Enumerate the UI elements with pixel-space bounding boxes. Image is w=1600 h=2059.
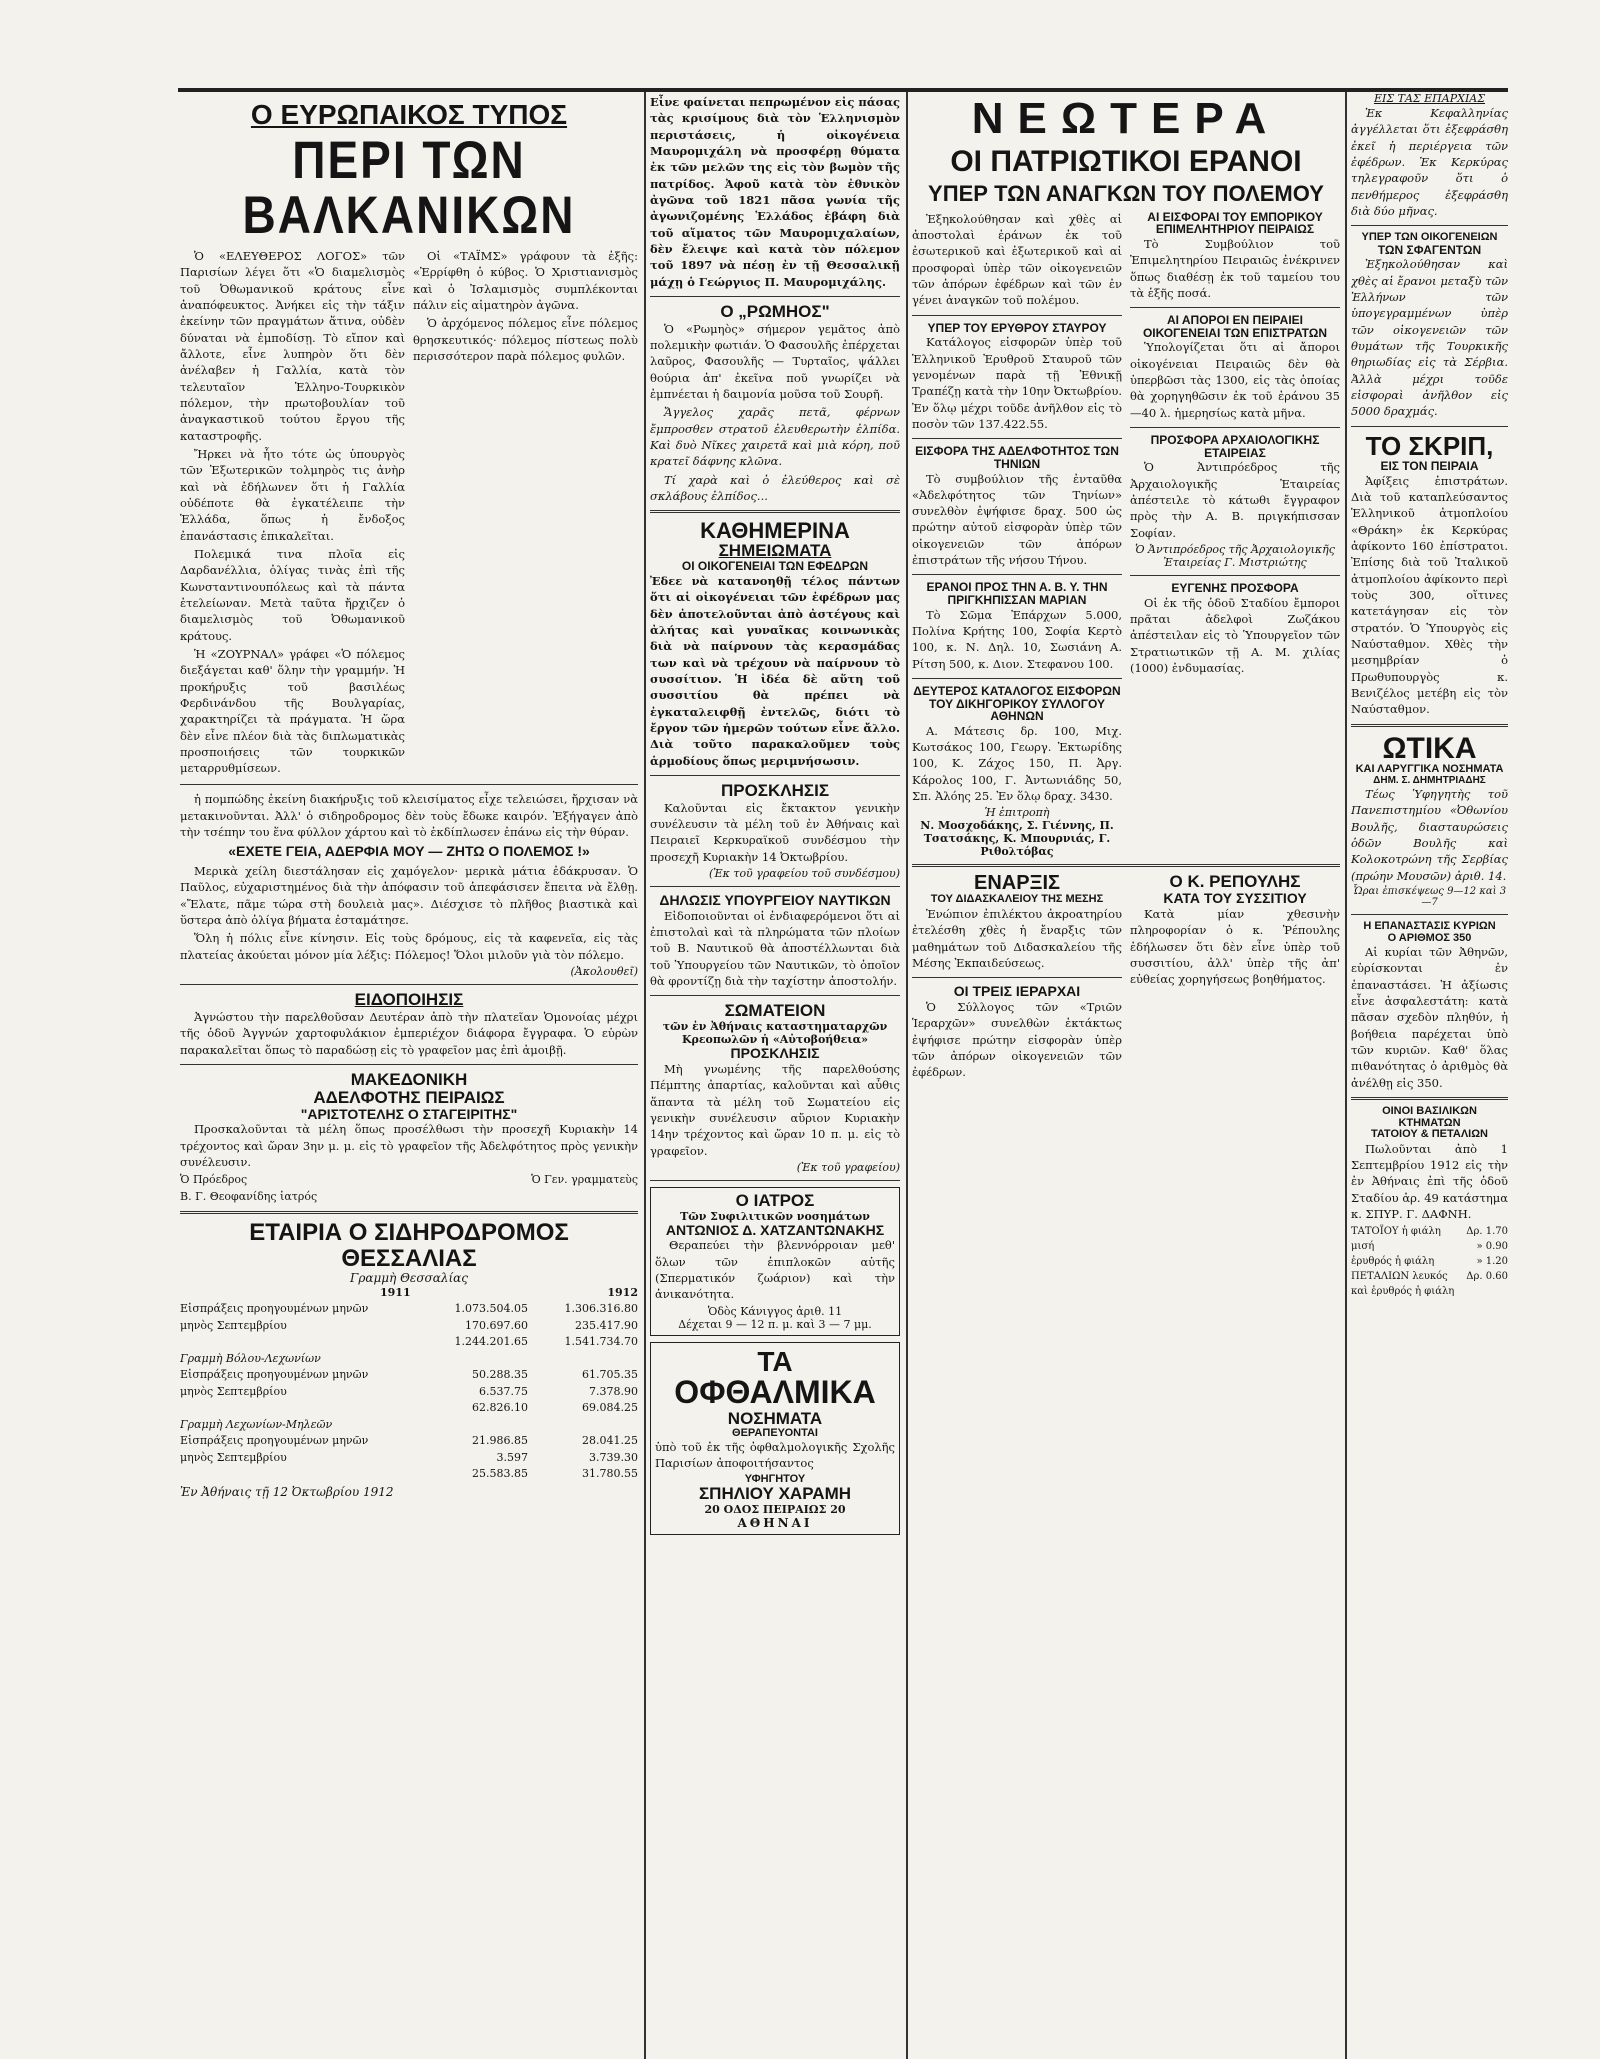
row-label: Εἰσπράξεις προηγουμένων μηνῶν (180, 1368, 369, 1382)
scrip-subtitle: ΕΙΣ ΤΟΝ ΠΕΙΡΑΙΑ (1380, 459, 1479, 474)
eye-title: ΟΦΘΑΛΜΙΚΑ (674, 1374, 876, 1411)
romios-title: Ο „ΡΩΜΗΟΣ" (720, 301, 830, 321)
railway-title: ΕΤΑΙΡΙΑ Ο ΣΙΔΗΡΟΔΡΟΜΟΣ ΘΕΣΣΑΛΙΑΣ (249, 1219, 569, 1272)
eye-subtitle: ΘΕΡΑΠΕΥΟΝΤΑΙ (732, 1426, 818, 1439)
column-right (1351, 92, 1508, 2059)
lead-paragraph: Εἶνε φαίνεται πεπρωμένον εἰς πάσας τὰς κρισίμους διὰ τὸν Ἑλληνισμὸν περιστάσεις, ἡ οἰκογένεια Μαυρομιχάλη νὰ προσφέρῃ θύματα ἐκ τῶν μελῶν της εἰς τὸν βωμὸν τῆς πατρίδος. Ἀφοῦ κατὰ τὸν ἐθνικὸν ἀγῶνα τοῦ 1821 πᾶσα γωνία τῆς ἀγωνιζομένης Ἑλλάδος ἐβάφη διὰ τοῦ αἵματος τῶν Μαυρομιχαλαίων, δὲν ἔλειψε καὶ κατὰ τὸν πόλεμον τοῦ 1897 νὰ πέσῃ ἐν τῇ Θεσσαλικῇ μάχῃ ὁ Γεώργιος Π. Μαυρομιχάλης. (650, 95, 900, 289)
doctor-subtitle: Τῶν Συφιλιτικῶν νοσημάτων (680, 1209, 870, 1223)
table-row (180, 1367, 638, 1384)
tinos-text: Τὸ συμβούλιον τῆς ἐνταῦθα «Ἀδελφότητος τῶν Τηνίων» συνελθὸν ἐψήφισε δραχ. 500 ὡς πρώτην αὐτοῦ εἰσφορὰν ὑπὲρ τῶν οἰκογενειῶν τῶν ἀπόρων ἐπιστράτων τῆς νήσου Τήνου. (912, 471, 1122, 568)
doctor-text: Θεραπεύει τὴν βλεννόρροιαν μεθ' ὅλων τῶν ἐπιπλοκῶν αὐτῆς (Σπερματικόν ζωάριον) καὶ τὴν ἀνικανότητα. (655, 1238, 895, 1302)
families-text: Ἐξηκολούθησαν καὶ χθὲς αἱ ἔρανοι μεταξὺ τῶν Ἐλλήνων τῶν ὑπογεγραμμένων ὑπὲρ τῶν οἰκογενειῶν τῶν θυμάτων τῆς Τουρκικῆς θηριωδίας εἰς τὰ Σέρβια. Ἀλλὰ μέχρι τοῦδε εἰσφοραὶ ἀνῆλθον εἰς 5000 δραχμάς. (1351, 257, 1508, 419)
signature: Ὁ Πρόεδρος (180, 1173, 248, 1187)
piraeus-text: Τὸ Συμβούλιον τοῦ Ἐπιμελητηρίου Πειραιῶς ἐνέκρινεν ὅπως διαθέσῃ ἐκ τοῦ ταμείου του τὰ ἑξῆς ποσά. (1130, 236, 1340, 300)
archaeological-title: ΠΡΟΣΦΟΡΑ ΑΡΧΑΙΟΛΟΓΙΚΗΣ ΕΤΑΙΡΕΙΑΣ (1150, 433, 1320, 460)
doctor-title: Ο ΙΑΤΡΟΣ (735, 1190, 815, 1210)
column-middle-right (912, 92, 1340, 2059)
value-1911: 25.583.85 (472, 1467, 528, 1481)
society-text: Προσκαλοῦνται τὰ μέλη ὅπως προσέλθωσι τὴν προσεχῆ Κυριακὴν 14 τρέχοντος καὶ ὥραν 3ην μ. μ. εἰς τὸ γραφεῖον τῆς Ἀδελφότητος πρὸς γενικὴν συνέλευσιν. (180, 1122, 638, 1169)
price-value: Δρ. 1.70 (1466, 1226, 1508, 1238)
table-row (180, 1433, 638, 1450)
union-head: ΠΡΟΣΚΛΗΣΙΣ (730, 1045, 820, 1062)
romios-end: Τί χαρὰ καὶ ὁ ἐλεύθερος καὶ σὲ σκλάβους ἐλπίδος... (650, 472, 900, 504)
value-1912: 235.417.90 (575, 1318, 638, 1332)
eye-city: ΑΘΗΝΑΙ (737, 1516, 813, 1531)
table-row (180, 1450, 638, 1467)
archaeological-text: Ὁ Ἀντιπρόεδρος τῆς Ἀρχαιολογικῆς Ἐταιρείας ἀπέστειλε τὸ κάτωθι ἔγγραφον πρὸς τὴν Α. Β. πριγκήπισσαν Σοφίαν. (1130, 460, 1340, 540)
society-title: ΜΑΚΕΔΟΝΙΚΗ (350, 1069, 468, 1089)
eye-text: ὑπὸ τοῦ ἐκ τῆς ὀφθαλμολογικῆς Σχολῆς Παρισίων ἀποφοιτήσαντος (655, 1440, 895, 1471)
value-1912 (528, 1351, 638, 1368)
story-paragraph: ἡ πομπώδης ἐκείνη διακήρυξις τοῦ κλεισίματος εἶχε τελειώσει, ἤρχισαν νὰ μετακινοῦνται. Ἀλλ' ὁ σιδηροδρομος δὲν τοὺς ἔδωκε καιρόν. Ἐξήγαγεν ἀπὸ τὴν τσέπην του ἕνα φύλλον χάρτου καὶ τὸ ἐκδίπλωσεν ἐπάνω εἰς τὴν θύραν. (180, 792, 638, 840)
ear-doctor: ΔΗΜ. Σ. ΔΗΜΗΤΡΙΑΔΗΣ (1373, 774, 1486, 786)
invite-text: Καλοῦνται εἰς ἔκτακτον γενικὴν συνέλευσιν τὰ μέλη τοῦ ἐν Ἀθήναις καὶ Πειραιεῖ Κερκυραϊκοῦ συνδέσμου τὴν προσεχῆ Κυριακὴν 14 Ὀκτωβρίου. (650, 800, 900, 864)
society-title: ΑΔΕΛΦΟΤΗΣ ΠΕΙΡΑΙΩΣ (313, 1087, 505, 1107)
romios-text: Ὁ «Ρωμηὸς» σήμερον γεμᾶτος ἀπὸ πολεμικὴν φωτιάν. Ὁ Φασουλῆς ἐπέρχεται λαῦρος, Φασουλῆς — Τυρταῖος, ψάλλει θούρια ἀπ' ἐκεῖνα ποῦ γνωρίζει νὰ ἐμπνέεται ἡ δαιμονία μοῦσα τοῦ Σουρῆ. (650, 321, 900, 402)
price-label: ἐρυθρός ἡ φιάλη (1351, 1256, 1435, 1268)
column-divider (1345, 92, 1347, 2059)
marian-text: Τὸ Σῶμα Ἐπάρχων 5.000, Πολίνα Κρήτης 100, Σοφία Κερτὸ 100, κ. Ν. Δηλ. 10, Σωσιάνη Α. Ρίτση 500, κ. Διον. Στεφανου 100. (912, 607, 1122, 671)
row-label (180, 1400, 418, 1417)
noble-title: ΕΥΓΕΝΗΣ ΠΡΟΣΦΟΡΑ (1171, 580, 1299, 595)
price-label: ΠΕΤΑΛΙΩΝ λευκός καὶ ἐρυθρός ἡ φιάλη (1351, 1271, 1455, 1298)
value-1911: 1.244.201.65 (454, 1335, 528, 1349)
section-pretitle: Ο ΕΥΡΩΠΑΙΚΟΣ ΤΥΠΟΣ (250, 99, 568, 130)
scrip-text: Ἀφίξεις ἐπιστράτων. Διὰ τοῦ καταπλεύσαντος Ἑλληνικοῦ ἀτμοπλοίου «Θράκη» ἐκ Κερκύρας ἀφίκοντο 160 ἐπίστρατοι. Ἐπίσης διὰ τοῦ Ἰταλικοῦ ἀτμοπλοίου ἀφίκοντο περὶ τοὺς 300, οἵτινες κατετάγησαν εἰς τὸν στρατόν. Ὁ Ὑπουργὸς εἰς Ναύσταθμον. Χθὲς τὴν μεσημβρίαν ὁ Πρωθυπουργὸς κ. Βενιζέλος μετέβη εἰς τὸν Ναύσταθμον. (1351, 473, 1508, 717)
romios-verse: Ἄγγελος χαρᾶς πετᾶ, φέρνων ἔμπροσθεν στρατοῦ ἐλευθερωτὴν ἐλπίδα. Καὶ δυὸ Νῖκες χαιρετᾶ καὶ μιὰ κόρη, ποῦ κρατεῖ δάφνης κλῶνα. (650, 405, 900, 469)
value-1911 (418, 1351, 528, 1368)
article-paragraph: Ὁ ἀρχόμενος πόλεμος εἶνε πόλεμος θρησκευτικός· πόλεμος πίστεως πολὺ περισσότερον παρὰ πόλεμος φυλῶν. (413, 316, 638, 363)
provinces-text: Ἐκ Κεφαλληνίας ἀγγέλλεται ὅτι ἐξεφράσθη ἐκεῖ ἡ περιέργεια τῶν ἐφέδρων. Ἐκ Κερκύρας τηλεγραφοῦν ὅτι ὁ πενθήμερος ἐξεφράσθη διὰ δύο μῆνας. (1351, 106, 1508, 218)
price-label: ΤΑΤΟΪΟΥ ἡ φιάλη (1351, 1226, 1441, 1238)
repoulis-title: Ο Κ. ΡΕΠΟΥΛΗΣ (1169, 872, 1301, 892)
year-label: 1912 (607, 1285, 638, 1299)
union-note: (Ἐκ τοῦ γραφείου) (796, 1160, 900, 1174)
lawyers-title: ΔΕΥΤΕΡΟΣ ΚΑΤΑΛΟΓΟΣ ΕΙΣΦΟΡΩΝ ΤΟΥ ΔΙΚΗΓΟΡΙΚΟΥ ΣΥΛΛΟΓΟΥ ΑΘΗΝΩΝ (913, 683, 1121, 724)
signature: Β. Γ. Θεοφανίδης ἰατρός (180, 1189, 318, 1203)
red-cross-title: ΥΠΕΡ ΤΟΥ ΕΡΥΘΡΟΥ ΣΤΑΥΡΟΥ (927, 320, 1107, 335)
table-row (180, 1351, 638, 1368)
repoulis-subtitle: ΚΑΤΑ ΤΟΥ ΣΥΣΣΙΤΙΟΥ (1163, 890, 1307, 907)
value-1911: 1.073.504.05 (454, 1302, 528, 1316)
tinos-title: ΕΙΣΦΟΡΑ ΤΗΣ ΑΔΕΛΦΟΤΗΤΟΣ ΤΩΝ ΤΗΝΙΩΝ (915, 444, 1119, 471)
eye-title: ΤΑ (757, 1345, 793, 1377)
union-subtitle: τῶν ἐν Ἀθήναις καταστηματαρχῶν Κρεοπωλῶν ἡ «Αὐτοβοήθεια» (662, 1020, 888, 1047)
notices-title: ΕΙΔΟΠΟΙΗΣΙΣ (354, 990, 464, 1010)
row-label (180, 1466, 418, 1483)
value-1911 (418, 1417, 528, 1434)
story-banner: «ΕΧΕΤΕ ΓΕΙΑ, ΑΔΕΡΦΙΑ ΜΟΥ — ΖΗΤΩ Ο ΠΟΛΕΜΟΣ !» (228, 843, 590, 860)
row-label (180, 1334, 418, 1351)
value-1912: 7.378.90 (589, 1384, 638, 1398)
invite-title: ΠΡΟΣΚΛΗΣΙΣ (720, 780, 830, 800)
value-1912: 28.041.25 (582, 1434, 638, 1448)
eye-title: ΝΟΣΗΜΑΤΑ (727, 1408, 823, 1428)
noble-text: Οἱ ἐκ τῆς ὁδοῦ Σταδίου ἔμποροι πρᾶται ἀδελφοὶ Ζωζάκου ἀπέστειλαν εἰς τὸ Ὑπουργεῖον τῶν Στρατιωτικῶν τῇ Α. Μ. χιλίας (1000) ἐνδυμασίας. (1130, 595, 1340, 675)
lawyers-text: Α. Μάτεσις δρ. 100, Μιχ. Κωτσάκος 100, Γεωργ. Ἐκτωρίδης 100, Κ. Ζάχος 150, Π. Ἀργ. Κάρολος 100, Γ. Ἀντωνιάδης 50, Σπ. Ἀλόης 25. Ἐν ὅλῳ δραχ. 3430. (912, 723, 1122, 804)
school-text: Ἐνώπιον ἐπιλέκτου ἀκροατηρίου ἐτελέσθη χθὲς ἡ ἔναρξις τῶν μαθημάτων τοῦ Διδασκαλείου τῆς Μέσης Ἐκπαιδεύσεως. (912, 906, 1122, 970)
revolution-number: Ο ΑΡΙΘΜΟΣ 350 (1387, 931, 1472, 944)
revolution-title: Η ΕΠΑΝΑΣΤΑΣΙΣ ΚΥΡΙΩΝ (1363, 920, 1496, 933)
price-value: » 1.20 (1476, 1256, 1508, 1268)
value-1912: 3.739.30 (589, 1450, 638, 1464)
headline-erani: ΟΙ ΠΑΤΡΙΩΤΙΚΟΙ ΕΡΑΝΟΙ (950, 145, 1302, 179)
eye-name: ΣΠΗΛΙΟΥ ΧΑΡΑΜΗ (698, 1484, 852, 1504)
scrip-title: ΤΟ ΣΚΡΙΠ, (1365, 430, 1494, 461)
ear-title: ΩΤΙΚΑ (1382, 731, 1477, 765)
row-label: μηνὸς Σεπτεμβρίου (180, 1318, 287, 1332)
value-1912: 1.541.734.70 (564, 1335, 638, 1349)
value-1912 (528, 1417, 638, 1434)
table-row (180, 1301, 638, 1318)
kathimerina-head: ΟΙ ΟΙΚΟΓΕΝΕΙΑΙ ΤΩΝ ΕΦΕΔΡΩΝ (681, 559, 869, 574)
provinces-title: ΕΙΣ ΤΑΣ ΕΠΑΡΧΙΑΣ (1373, 92, 1486, 105)
intro-text: Ἐξηκολούθησαν καὶ χθὲς αἱ ἀποστολαὶ ἐράνων ἐκ τοῦ ἐσωτερικοῦ καὶ ἐξωτερικοῦ καὶ αἱ προσφοραὶ ὑπὲρ τῶν οἰκογενειῶν τῶν ἀπόρων ἐφέδρων καὶ τῶν ἐν γένει ἀναγκῶν τοῦ πολέμου. (912, 211, 1122, 308)
price-row (1351, 1269, 1508, 1299)
notices-text: Ἀγνώστου τὴν παρελθοῦσαν Δευτέραν ἀπὸ τὴν πλατεῖαν Ὁμονοίας μέχρι τῆς ὁδοῦ Ἀγγνών χαρτοφυλάκιον ἐμπεριέχον διάφορα ἔγγραφα. Ὁ εὑρὼν παρακαλεῖται ὅπως τὸ παραδώσῃ εἰς τὸ γραφεῖον μας ἐπὶ ἀμοιβῇ. (180, 1009, 638, 1057)
piraeus-title: ΑΙ ΕΙΣΦΟΡΑΙ ΤΟΥ ΕΜΠΟΡΙΚΟΥ ΕΠΙΜΕΛΗΤΗΡΙΟΥ ΠΕΙΡΑΙΩΣ (1147, 209, 1323, 237)
story-paragraph: Ὅλη ἡ πόλις εἶνε κίνησιν. Εἰς τοὺς δρόμους, εἰς τὰ καφενεῖα, εἰς τὰς πλατείας ἀκούεται μόνον μία λέξις: Πόλεμος! Ὅλοι μιλοῦν γιὰ τὸν πόλεμο. (180, 931, 638, 962)
committee-label: Ἡ ἐπιτροπὴ (984, 806, 1050, 820)
hierarchs-title: ΟΙ ΤΡΕΙΣ ΙΕΡΑΡΧΑΙ (953, 983, 1081, 1000)
doctor-hours: Δέχεται 9 — 12 π. μ. καὶ 3 — 7 μμ. (678, 1317, 872, 1331)
table-row (180, 1318, 638, 1335)
column-left (180, 92, 638, 2059)
families-title: ΥΠΕΡ ΤΩΝ ΟΙΚΟΓΕΝΕΙΩΝ (1361, 231, 1498, 244)
price-label: μισή (1351, 1241, 1375, 1253)
poor-title: ΑΙ ΑΠΟΡΟΙ ΕΝ ΠΕΙΡΑΙΕΙ ΟΙΚΟΓΕΝΕΙΑΙ ΤΩΝ ΕΠΙΣΤΡΑΤΩΝ (1142, 313, 1328, 340)
signature: Ὁ Γεν. γραμματεὺς (531, 1173, 638, 1187)
value-1912: 69.084.25 (582, 1401, 638, 1415)
row-label: μηνὸς Σεπτεμβρίου (180, 1450, 287, 1464)
value-1911: 3.597 (496, 1450, 528, 1464)
doctor-ad (650, 1187, 900, 1336)
price-list (1351, 1224, 1508, 1299)
value-1911: 6.537.75 (479, 1384, 528, 1398)
ear-hours: Ὧραι ἐπισκέψεως 9—12 καὶ 3—7 (1352, 886, 1507, 909)
families-subtitle: ΤΩΝ ΣΦΑΓΕΝΤΩΝ (1377, 242, 1482, 257)
article-paragraph: Πολεμικά τινα πλοῖα εἰς Δαρδανέλλια, ὀλίγας τινὰς ἐπὶ τῆς Κωνσταντινουπόλεως καὶ τὰ πάντα ἐτελείωναν. Μετὰ ταῦτα ἤρχιζεν ὁ διαμελισμὸς τοῦ Ὀθωμανικοῦ κράτους. (180, 546, 405, 643)
column-middle-left (650, 92, 900, 2059)
article-paragraph: Ὁ «ΕΛΕΥΘΕΡΟΣ ΛΟΓΟΣ» τῶν Παρισίων λέγει ὅτι «Ὁ διαμελισμὸς τοῦ Ὀθωμανικοῦ κράτους εἶνε ἀναπόφευκτος. Ἀνήκει εἰς τὴν τάξιν ἐκείνην τῶν πραγμάτων ἅτινα, οὐδὲν δύναται νὰ ἐμποδίσῃ. Τὸ εἴπον καὶ ἄλλοτε, εἶνε λυπηρὸν ὅτι δὲν ἀνέλαβεν ἡ Γαλλία, κατὰ τὸν τελευταῖον Ἑλληνο-Τουρκικὸν πόλεμον, τὴν πρωτοβουλίαν τοῦ ἀναγκαστικοῦ τούτου ἔργου τῆς καταστροφῆς. (180, 248, 405, 443)
value-1912: 61.705.35 (582, 1368, 638, 1382)
article-paragraph: Οἱ «ΤΑΪΜΣ» γράφουν τὰ ἑξῆς: «Ἐρρίφθη ὁ κύβος. Ὁ Χριστιανισμὸς καὶ ὁ Ἰσλαμισμὸς συμπλέκονται πάλιν εἰς αἱματηρὸν ἀγῶνα. (413, 248, 638, 312)
value-1912: 1.306.316.80 (564, 1302, 638, 1316)
eye-ad (650, 1342, 900, 1535)
railway-table (180, 1301, 638, 1483)
estate-subtitle: ΤΑΤΟΙΟΥ & ΠΕΤΑΛΙΩΝ (1371, 1128, 1488, 1141)
society-title: "ΑΡΙΣΤΟΤΕΛΗΣ Ο ΣΤΑΓΕΙΡΙΤΗΣ" (300, 1105, 518, 1122)
price-row (1351, 1224, 1508, 1239)
value-1912: 31.780.55 (582, 1467, 638, 1481)
column-divider (644, 92, 646, 2059)
table-row (180, 1417, 638, 1434)
estate-title: ΟΙΝΟΙ ΒΑΣΙΛΙΚΩΝ ΚΤΗΜΑΤΩΝ (1382, 1105, 1477, 1129)
row-label: Γραμμὴ Βόλου-Λεχωνίων (180, 1351, 321, 1365)
value-1911: 170.697.60 (465, 1318, 528, 1332)
committee-names: Ν. Μοσχοδάκης, Σ. Γιέννης, Π. Τσατσάκης, Κ. Μπουρνιάς, Γ. Ριθολτόβας (920, 819, 1114, 859)
value-1911: 50.288.35 (472, 1368, 528, 1382)
marian-title: ΕΡΑΝΟΙ ΠΡΟΣ ΤΗΝ Α. Β. Υ. ΤΗΝ ΠΡΙΓΚΗΠΙΣΣΑΝ ΜΑΡΙΑΝ (926, 580, 1108, 608)
school-subtitle: ΤΟΥ ΔΙΔΑΣΚΑΛΕΙΟΥ ΤΗΣ ΜΕΣΗΣ (930, 893, 1104, 906)
value-1911: 21.986.85 (472, 1434, 528, 1448)
kathimerina-text: Ἐδεε νὰ κατανοηθῇ τέλος πάντων ὅτι αἱ οἰκογένειαι τῶν ἐφέδρων μας δὲν ἀποτελοῦνται ἀπὸ ἀστέγους καὶ ἀλήτας καὶ γυναῖκας κοινωνικὰς διὰ νὰ παίρνουν τὰς κερασμάδας των καὶ νὰ τρέχουν νὰ παίρνουν τὸ συσσίτιον. Ἡ ἰδέα δὲ αὕτη τοῦ συσσιτίου θὰ πρέπει νὰ ἐγκαταλειφθῇ ἐντελῶς, διότι τὸ ἔργον τῶν ἡμερῶν τούτων εἶνε ἄλλο. Διὰ τοῦτο παρακαλοῦμεν τοὺς ἁρμοδίους ὅπως μεριμνήσωσιν. (650, 573, 900, 768)
union-text: Μὴ γνωμένης τῆς παρελθούσης Πέμπτης ἀπαρτίας, καλοῦνται καὶ αὖθις ἅπαντα τὰ μέλη τοῦ Σωματείου εἰς γενικὴν συνέλευσιν αὔριον Κυριακὴν 14ην τρέχοντος καὶ ὥραν 10 π. μ. εἰς τὸ γραφεῖον. (650, 1061, 900, 1158)
doctor-name: ΑΝΤΩΝΙΟΣ Δ. ΧΑΤΖΑΝΤΩΝΑΚΗΣ (665, 1221, 885, 1238)
story-paragraph: Μερικὰ χείλη διεστάλησαν εἰς χαμόγελον· μερικὰ μάτια ἐδάκρυσαν. Ὁ Παῦλος, εὐχαριστημένος διὰ τὴν ἀπόφασιν τοῦ ἀπεφάσισεν ἔπειτα νὰ ἔλθῃ. «Ἔλατε, πᾶμε τώρα στὴ δουλειὰ μας». Διέσχισε τὸ πλῆθος βιαστικὰ καὶ ὕστερα ἀπὸ ὀλίγα βήματα ἐσταμάτησε. (180, 864, 638, 928)
hierarchs-text: Ὁ Σύλλογος τῶν «Τριῶν Ἱεραρχῶν» συνελθὼν ἐκτάκτως ἐψήφισε πρώτην εἰσφορὰν ὑπὲρ τῶν ἀπόρων οἰκογενειῶν τῶν ἐφέδρων. (912, 999, 1122, 1080)
kathimerina-subtitle: ΣΗΜΕΙΩΜΑΤΑ (718, 541, 832, 561)
year-label: 1911 (380, 1285, 411, 1299)
value-1911: 62.826.10 (472, 1401, 528, 1415)
table-row (180, 1400, 638, 1417)
date-line: Ἐν Ἀθήναις τῇ 12 Ὀκτωβρίου 1912 (180, 1484, 394, 1499)
article-paragraph: Ἡ «ΖΟΥΡΝΑΛ» γράφει «Ὁ πόλεμος διεξάγεται καθ' ὅλην τὴν γραμμήν. Ἡ προκήρυξις τοῦ βασιλέως Φερδινάνδου τῆς Βουλγαρίας, χαρακτηρίζει τὰ πράγματα. Ἡ ὥρα δὲν εἶνε πλέον διὰ τὰς διπλωματικὰς προσποιήσεις τῶν τουρκικῶν μεταρρυθμίσεων. (180, 646, 405, 776)
price-row (1351, 1239, 1508, 1254)
continued-note: (Ἀκολουθεῖ) (570, 965, 638, 979)
estate-text: Πωλοῦνται ἀπὸ 1 Σεπτεμβρίου 1912 εἰς τὴν ἐν Ἀθήναις ἐπὶ τῆς ὁδοῦ Σταδίου ἀρ. 49 κατάστημα κ. ΣΠΥΡ. Γ. ΔΑΦΝΗ. (1351, 1141, 1508, 1222)
kathimerina-title: ΚΑΘΗΜΕΡΙΝΑ (700, 518, 850, 544)
row-label: μηνὸς Σεπτεμβρίου (180, 1384, 287, 1398)
eye-label: ΥΦΗΓΗΤΟΥ (744, 1472, 806, 1485)
row-label: Γραμμὴ Λεχωνίων-Μηλεῶν (180, 1417, 333, 1431)
eye-address: 20 ΟΔΟΣ ΠΕΙΡΑΙΩΣ 20 (704, 1503, 846, 1517)
revolution-text: Αἱ κυρίαι τῶν Ἀθηνῶν, εὑρίσκονται ἐν ἐπαναστάσει. Ἡ ἀξίωσις εἶνε ἀσφαλεστάτη: κατὰ πᾶσαν σχεδὸν πληθύν, ἡ βοήθεια παρέχεται ὑπὸ τῶν κυριῶν. Καθ' ὅλας πιθανότητας ὁ ἀριθμὸς θὰ ἀνέλθῃ εἰς 350. (1351, 945, 1508, 1090)
navy-text: Εἰδοποιοῦνται οἱ ἐνδιαφερόμενοι ὅτι αἱ ἐπιστολαὶ καὶ τὰ πληρώματα τῶν πλοίων τοῦ Β. Ναυτικοῦ θὰ ἀποστέλλωνται διὰ τοῦ Ὑπουργείου τῶν Ναυτικῶν, τὸ ὁποῖον θὰ φροντίζῃ διὰ τὴν ταχίστην ἀποστολήν. (650, 908, 900, 989)
repoulis-text: Κατὰ μίαν χθεσινὴν πληροφορίαν ὁ κ. Ῥέπουλης ἐδήλωσεν ὅτι δὲν εἶνε ὑπὲρ τοῦ συσσιτίου, ἀλλ' ὑπὲρ τῆς ἀπ' εὐθείας χορηγήσεως βοηθήματος. (1130, 906, 1340, 987)
price-row (1351, 1254, 1508, 1269)
invite-note: (Ἐκ τοῦ γραφείου τοῦ συνδέσμου) (708, 867, 900, 881)
doctor-address: Ὁδὸς Κάνιγγος ἀριθ. 11 (707, 1304, 843, 1318)
article-paragraph: Ἤρκει νὰ ἦτο τότε ὡς ὑπουργὸς τῶν Ἐξωτερικῶν τολμηρὸς τις ἀνὴρ καὶ νὰ ἐδήλωνεν ὅτι ἡ Γαλλία οὐδέποτε θὰ ἐγκατέλειπε τὴν Ἑλλάδα, ὅπως ἡ ἔνδοξος ἐπανάστασις ἐπικαλεῖται. (180, 446, 405, 543)
archaeological-sign: Ὁ Ἀντιπρόεδρος τῆς Ἀρχαιολογικῆς Ἐταιρείας Γ. Μιστριώτης (1135, 542, 1335, 569)
union-title: ΣΩΜΑΤΕΙΟΝ (724, 1001, 826, 1021)
ear-subtitle: ΚΑΙ ΛΑΡΥΓΓΙΚΑ ΝΟΣΗΜΑΤΑ (1355, 763, 1504, 776)
navy-title: ΔΗΛΩΣΙΣ ΥΠΟΥΡΓΕΙΟΥ ΝΑΥΤΙΚΩΝ (659, 892, 891, 909)
red-cross-text: Κατάλογος εἰσφορῶν ὑπὲρ τοῦ Ἑλληνικοῦ Ἐρυθροῦ Σταυροῦ τῶν γενομένων παρὰ τῇ Ἐθνικῇ Τραπέζῃ κατὰ τὴν 10ην Ὀκτωβρίου. Ἐν ὅλῳ μέχρι τοῦδε ἀνῆλθον εἰς τὸ ποσὸν τῶν 137.422.55. (912, 335, 1122, 431)
poor-text: Ὑπολογίζεται ὅτι αἱ ἄποροι οἰκογένειαι Πειραιῶς δὲν θὰ ὑπερβῶσι τὰς 1300, εἰς τὰς ὁποίας θὰ χορηγηθῶσιν ἐκ τοῦ ἐράνου 35—40 λ. ἡμερησίως κατὰ μῆνα. (1130, 340, 1340, 420)
price-value: Δρ. 0.60 (1466, 1271, 1508, 1283)
table-row (180, 1384, 638, 1401)
row-label: Εἰσπράξεις προηγουμένων μηνῶν (180, 1302, 369, 1316)
brand-title: ΝΕΩΤΕΡΑ (971, 94, 1281, 143)
table-row (180, 1334, 638, 1351)
headline-balkans: ΠΕΡΙ ΤΩΝ ΒΑΛΚΑΝΙΚΩΝ (242, 129, 576, 246)
school-title: ΕΝΑΡΞΙΣ (974, 872, 1060, 895)
headline-war-needs: ΥΠΕΡ ΤΩΝ ΑΝΑΓΚΩΝ ΤΟΥ ΠΟΛΕΜΟΥ (928, 180, 1324, 206)
table-row (180, 1466, 638, 1483)
railway-subtitle: Γραμμὴ Θεσσαλίας (350, 1270, 468, 1285)
column-divider (906, 92, 908, 2059)
row-label: Εἰσπράξεις προηγουμένων μηνῶν (180, 1434, 369, 1448)
price-value: » 0.90 (1476, 1241, 1508, 1253)
ear-text: Τέως Ὑφηγητὴς τοῦ Πανεπιστημίου «Ὀθωνίου Βουλῆς, διασταυρώσεις ὁδῶν Βουλῆς καὶ Κολοκοτρώνη τῆς Σερβίας (πρώην Μουσῶν) ἀριθ. 14. (1351, 787, 1508, 883)
